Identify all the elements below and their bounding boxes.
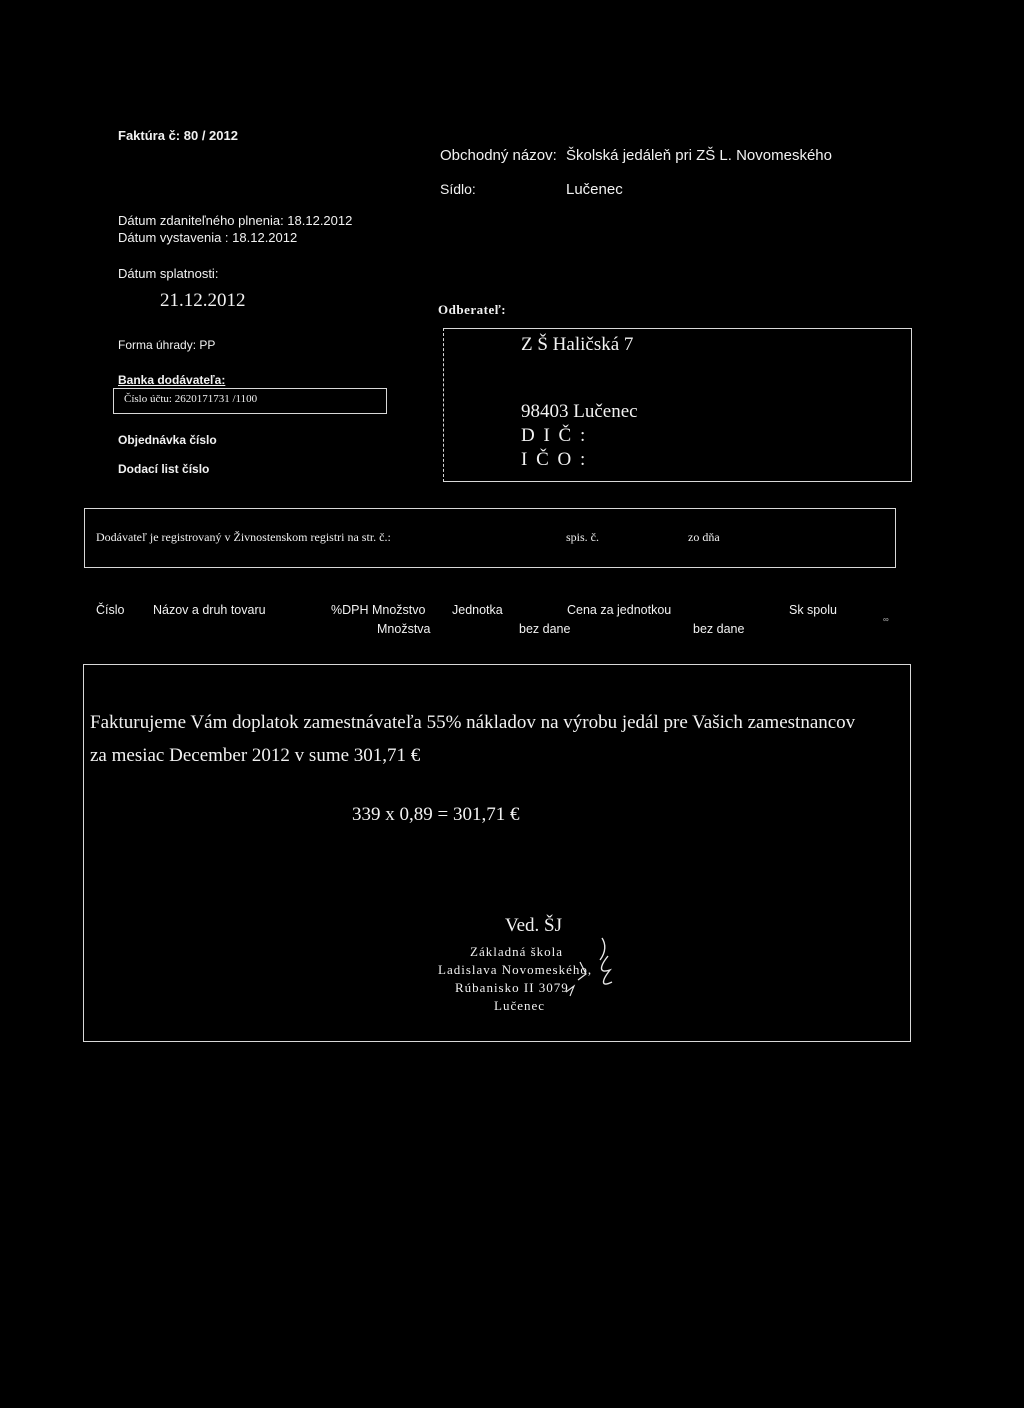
stamp-line-1: Základná škola: [470, 944, 564, 959]
seat-value: Lučenec: [566, 181, 623, 198]
delivery-note-label: Dodací list číslo: [118, 462, 210, 476]
buyer-box: [443, 328, 912, 482]
calculation-line: 339 x 0,89 = 301,71 €: [352, 804, 520, 825]
handwritten-signature-icon: [540, 930, 650, 1010]
trade-name-label: Obchodný názov:: [440, 147, 557, 164]
register-zo-dna: zo dňa: [688, 530, 720, 544]
payment-form: Forma úhrady: PP: [118, 338, 216, 352]
register-text: Dodávateľ je registrovaný v Živnostenskom registri na str. č.:: [96, 530, 391, 544]
content-line-1: Fakturujeme Vám doplatok zamestnávateľa 55% nákladov na výrobu jedál pre Vašich zamestnancov: [90, 712, 856, 733]
seat-label: Sídlo:: [440, 181, 476, 197]
order-number-label: Objednávka číslo: [118, 433, 217, 447]
column-header-dph-mnozstvo: %DPH Množstvo: [331, 603, 426, 617]
buyer-label: Odberateľ:: [438, 302, 507, 317]
bank-label: Banka dodávateľa:: [118, 373, 226, 387]
trade-name-value: Školská jedáleň pri ZŠ L. Novomeského: [566, 147, 832, 164]
invoice-title: Faktúra č: 80 / 2012: [118, 128, 238, 143]
column-header-cislo: Číslo: [96, 603, 125, 617]
account-number: Číslo účtu: 2620171731 /1100: [124, 393, 258, 405]
buyer-ico: I Č O :: [521, 449, 588, 470]
scan-speck-icon: ∞: [883, 615, 889, 624]
buyer-city: 98403 Lučenec: [521, 401, 638, 422]
column-header-jednotka: Jednotka: [452, 603, 503, 617]
issue-date: Dátum vystavenia : 18.12.2012: [118, 230, 298, 245]
due-date-label: Dátum splatnosti:: [118, 266, 219, 281]
buyer-name: Z Š Haličská 7: [521, 334, 634, 355]
column-header-sk-spolu: Sk spolu: [789, 603, 837, 617]
column-header-nazov: Názov a druh tovaru: [153, 603, 266, 617]
column-header-cena: Cena za jednotkou: [567, 603, 672, 617]
due-date-value: 21.12.2012: [160, 290, 246, 311]
column-header-bez-dane-unit: bez dane: [519, 622, 571, 636]
stamp-line-2: Ladislava Novomeského,: [438, 962, 593, 977]
buyer-dic: D I Č :: [521, 425, 588, 446]
signature-role: Ved. ŠJ: [505, 915, 563, 936]
register-spis: spis. č.: [566, 530, 599, 544]
column-header-bez-dane-total: bez dane: [693, 622, 745, 636]
stamp-line-4: Lučenec: [494, 998, 546, 1013]
taxable-date: Dátum zdaniteľného plnenia: 18.12.2012: [118, 213, 353, 228]
content-line-2: za mesiac December 2012 v sume 301,71 €: [90, 745, 421, 766]
column-header-mnozstva: Množstva: [377, 622, 431, 636]
stamp-line-3: Rúbanisko II 3079: [455, 980, 569, 995]
